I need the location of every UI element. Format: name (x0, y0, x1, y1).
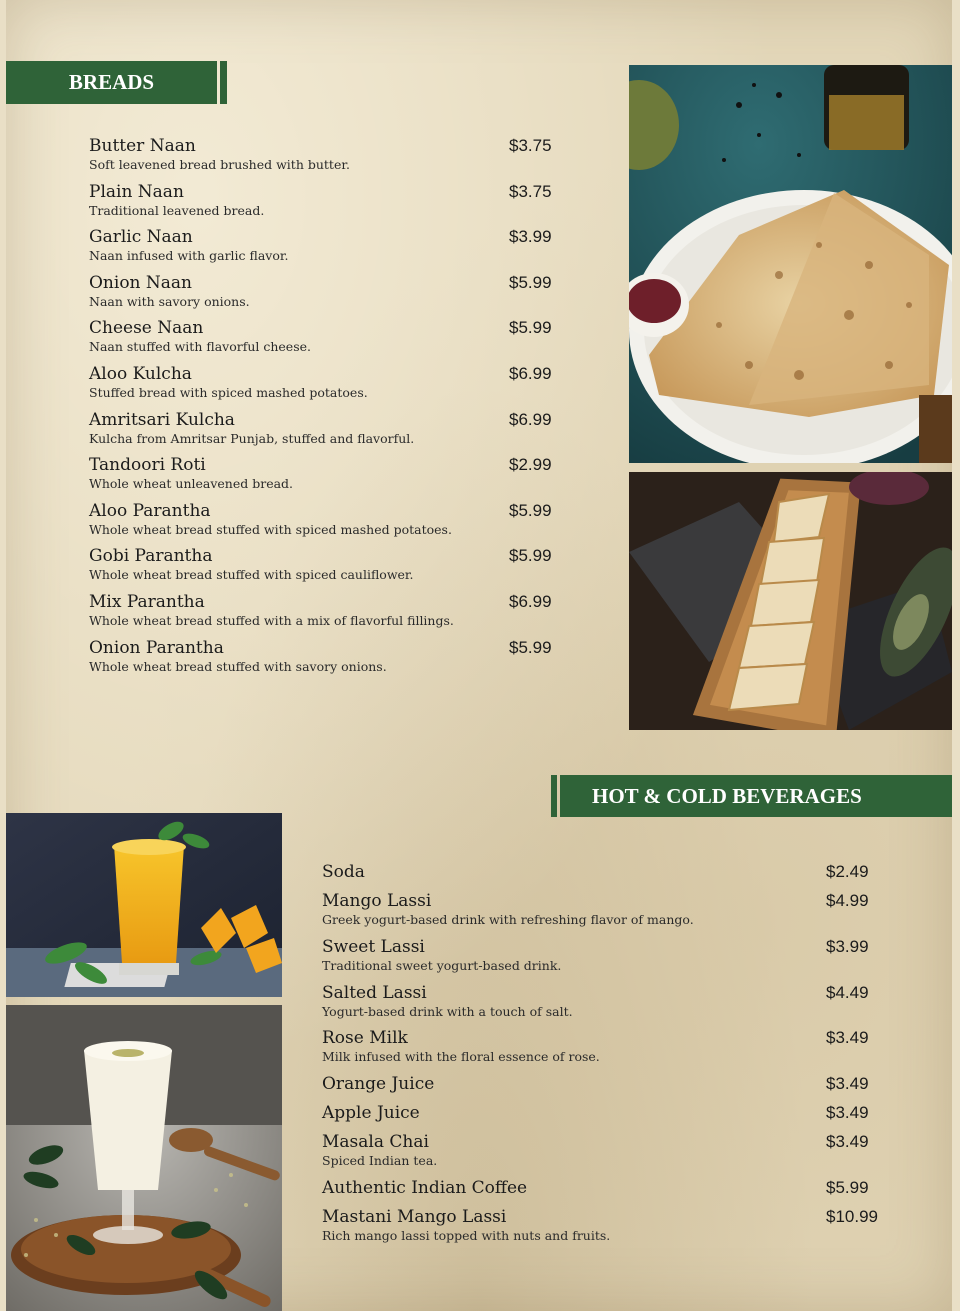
beverage-item-masala-chai (322, 1132, 437, 1169)
item-name: Cheese Naan (89, 318, 204, 338)
item-price: $2.49 (826, 862, 869, 881)
item-price: $3.99 (509, 227, 552, 246)
item-name: Garlic Naan (89, 227, 193, 247)
item-price: $3.75 (509, 136, 552, 155)
item-name: Sweet Lassi (322, 937, 425, 957)
item-price: $5.99 (826, 1178, 869, 1197)
item-price: $5.99 (509, 318, 552, 337)
bread-item-amritsari-kulcha (89, 410, 414, 447)
bread-item-butter-naan (89, 136, 350, 173)
item-name: Authentic Indian Coffee (322, 1178, 528, 1198)
beverages-section-title: HOT & COLD BEVERAGES (560, 775, 952, 817)
bread-item-garlic-naan (89, 227, 288, 264)
item-price: $6.99 (509, 410, 552, 429)
item-price: $5.99 (509, 638, 552, 657)
item-name: Onion Naan (89, 273, 193, 293)
beverage-item-orange-juice (322, 1074, 434, 1094)
beverage-item-apple-juice (322, 1103, 420, 1123)
item-price: $4.99 (826, 891, 869, 910)
item-price: $10.99 (826, 1207, 878, 1226)
item-name: Aloo Kulcha (89, 364, 192, 384)
item-price: $3.49 (826, 1028, 869, 1047)
bread-item-cheese-naan (89, 318, 311, 355)
item-description: Greek yogurt-based drink with refreshing flavor of mango. (322, 912, 694, 927)
item-name: Rose Milk (322, 1028, 408, 1048)
item-description: Whole wheat unleavened bread. (89, 476, 294, 491)
item-name: Masala Chai (322, 1132, 429, 1152)
item-description: Naan infused with garlic flavor. (89, 248, 289, 263)
bread-item-onion-naan (89, 273, 250, 310)
item-description: Whole wheat bread stuffed with spiced cauliflower. (89, 567, 414, 582)
item-description: Soft leavened bread brushed with butter. (89, 157, 350, 172)
paratha-plate-photo (629, 65, 952, 463)
item-name: Aloo Parantha (89, 501, 211, 521)
item-name: Apple Juice (322, 1103, 420, 1123)
item-description: Traditional leavened bread. (89, 203, 265, 218)
item-description: Spiced Indian tea. (322, 1153, 438, 1168)
item-description: Kulcha from Amritsar Punjab, stuffed and flavorful. (89, 431, 415, 446)
beverages-title-accent-bar (551, 775, 557, 817)
item-name: Soda (322, 862, 365, 882)
item-name: Mango Lassi (322, 891, 432, 911)
item-description: Naan stuffed with flavorful cheese. (89, 339, 311, 354)
beverage-item-rose-milk (322, 1028, 600, 1065)
bread-item-mix-parantha (89, 592, 454, 629)
bread-item-onion-parantha (89, 638, 387, 675)
beverage-item-authentic-indian-coffee (322, 1178, 527, 1198)
item-price: $3.49 (826, 1132, 869, 1151)
bread-item-plain-naan (89, 182, 264, 219)
item-description: Whole wheat bread stuffed with spiced mashed potatoes. (89, 522, 452, 537)
bread-item-aloo-parantha (89, 501, 452, 538)
item-name: Plain Naan (89, 182, 184, 202)
beverage-item-mango-lassi (322, 891, 694, 928)
item-name: Amritsari Kulcha (89, 410, 235, 430)
item-name: Gobi Parantha (89, 546, 213, 566)
breads-title-accent-bar (220, 61, 227, 104)
item-price: $3.49 (826, 1074, 869, 1093)
beverage-item-soda (322, 862, 365, 882)
item-price: $3.49 (826, 1103, 869, 1122)
beverage-item-mastani-mango-lassi (322, 1207, 610, 1244)
item-description: Stuffed bread with spiced mashed potatoes. (89, 385, 368, 400)
item-name: Orange Juice (322, 1074, 435, 1094)
item-price: $5.99 (509, 501, 552, 520)
item-price: $4.49 (826, 983, 869, 1002)
bread-item-tandoori-roti (89, 455, 293, 492)
item-price: $5.99 (509, 273, 552, 292)
lassi-glass-photo (6, 1005, 282, 1311)
item-price: $3.75 (509, 182, 552, 201)
item-description: Whole wheat bread stuffed with savory onions. (89, 659, 387, 674)
item-name: Butter Naan (89, 136, 196, 156)
beverage-item-salted-lassi (322, 983, 573, 1020)
mango-lassi-photo (6, 813, 282, 997)
item-description: Rich mango lassi topped with nuts and fruits. (322, 1228, 611, 1243)
item-price: $2.99 (509, 455, 552, 474)
item-name: Tandoori Roti (89, 455, 206, 475)
breads-section-title: BREADS (6, 61, 217, 104)
item-price: $3.99 (826, 937, 869, 956)
item-name: Mix Parantha (89, 592, 205, 612)
item-price: $6.99 (509, 364, 552, 383)
item-description: Milk infused with the floral essence of rose. (322, 1049, 600, 1064)
bread-item-aloo-kulcha (89, 364, 368, 401)
item-description: Naan with savory onions. (89, 294, 250, 309)
item-description: Yogurt-based drink with a touch of salt. (322, 1004, 573, 1019)
item-name: Salted Lassi (322, 983, 427, 1003)
item-price: $5.99 (509, 546, 552, 565)
item-price: $6.99 (509, 592, 552, 611)
item-name: Mastani Mango Lassi (322, 1207, 507, 1227)
naan-board-photo (629, 472, 952, 730)
beverage-item-sweet-lassi (322, 937, 561, 974)
item-description: Traditional sweet yogurt-based drink. (322, 958, 562, 973)
item-name: Onion Parantha (89, 638, 224, 658)
item-description: Whole wheat bread stuffed with a mix of flavorful fillings. (89, 613, 454, 628)
bread-item-gobi-parantha (89, 546, 414, 583)
